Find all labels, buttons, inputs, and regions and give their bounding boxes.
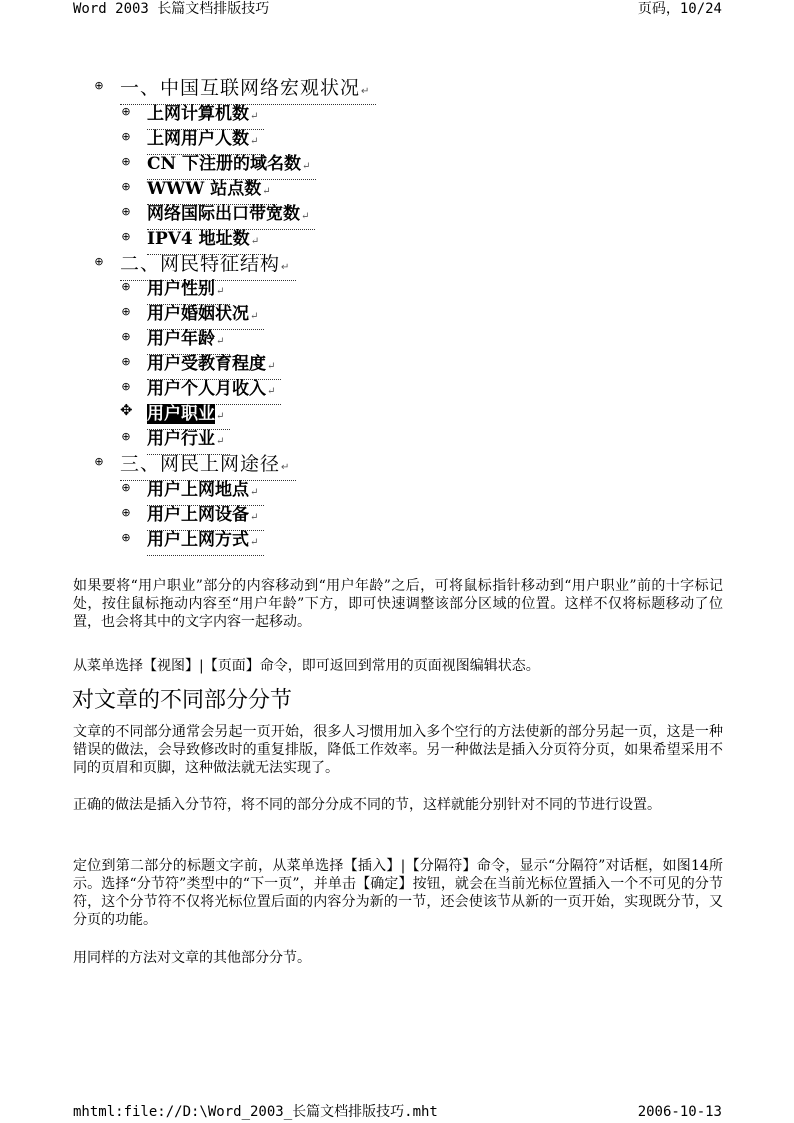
outline-item-text[interactable] xyxy=(147,202,315,230)
document-outline xyxy=(0,76,794,553)
paragraph-mark-icon: ↵ xyxy=(250,110,259,122)
paragraph-mark-icon: ↵ xyxy=(262,185,271,197)
paragraph-mark-icon: ↵ xyxy=(216,336,225,347)
plus-outline-icon[interactable]: ⊕ xyxy=(121,229,131,243)
outline-heading-level2[interactable] xyxy=(0,503,794,528)
outline-item-label: 一、中国互联网络宏观状况 xyxy=(120,77,361,99)
paragraph-mark-icon: ↵ xyxy=(250,486,259,498)
paragraph-mark-icon: ↵ xyxy=(281,462,291,473)
plus-outline-icon[interactable]: ⊕ xyxy=(94,79,104,92)
body-paragraph: 如果要将“用户职业”部分的内容移动到“用户年龄”之后，可将鼠标指针移动到“用户职业”前的十字标记处，按住鼠标拖动内容至“用户年龄”下方，即可快速调整该部分区域的位置。这样不仅将标题移动了位置，也会将其中的文字内容一起移动。 xyxy=(73,578,723,630)
body-paragraph: 用同样的方法对文章的其他部分分节。 xyxy=(73,950,311,966)
paragraph-mark-icon: ↵ xyxy=(301,210,310,222)
plus-outline-icon[interactable]: ⊕ xyxy=(121,305,131,318)
outline-heading-level2[interactable] xyxy=(0,377,794,402)
outline-item-text[interactable] xyxy=(147,503,264,531)
paragraph-mark-icon: ↵ xyxy=(250,511,259,523)
outline-item-label: 用户上网地点 xyxy=(147,479,249,500)
outline-heading-level2[interactable] xyxy=(0,528,794,553)
page-header-title: Word 2003 长篇文档排版技巧 xyxy=(73,1,270,17)
outline-item-label: 上网用户人数 xyxy=(147,128,249,149)
paragraph-mark-icon: ↵ xyxy=(216,286,225,297)
outline-item-label: 用户上网方式 xyxy=(147,529,249,550)
outline-item-label: 用户受教育程度 xyxy=(147,354,266,374)
outline-heading-level2[interactable] xyxy=(0,202,794,227)
outline-item-text[interactable] xyxy=(147,352,281,380)
outline-heading-level2[interactable] xyxy=(0,177,794,202)
paragraph-mark-icon: ↵ xyxy=(216,436,225,447)
outline-item-label: 用户个人月收入 xyxy=(147,379,266,399)
outline-item-label: 用户行业 xyxy=(147,429,215,449)
page-footer-path: mhtml:file://D:\Word_2003_长篇文档排版技巧.mht xyxy=(73,1104,438,1120)
outline-item-text[interactable] xyxy=(147,528,264,556)
outline-item-label: IPV4 地址数 xyxy=(147,228,250,249)
outline-heading-level2[interactable] xyxy=(0,352,794,377)
outline-item-text[interactable] xyxy=(147,277,230,305)
paragraph-mark-icon: ↵ xyxy=(216,411,225,422)
outline-heading-level2[interactable] xyxy=(0,277,794,302)
outline-item-text[interactable] xyxy=(147,227,265,255)
plus-outline-icon[interactable]: ⊕ xyxy=(121,330,131,343)
outline-heading-level2[interactable] xyxy=(0,427,794,452)
body-paragraph: 正确的做法是插入分节符，将不同的部分分成不同的节，这样就能分别针对不同的节进行设置。 xyxy=(73,797,661,813)
plus-outline-icon[interactable]: ⊕ xyxy=(94,455,104,468)
outline-item-label: 上网计算机数 xyxy=(147,103,249,124)
paragraph-mark-icon: ↵ xyxy=(267,361,276,372)
plus-outline-icon[interactable]: ⊕ xyxy=(121,380,131,393)
page-footer-date: 2006-10-13 xyxy=(637,1104,722,1120)
plus-outline-icon[interactable]: ⊕ xyxy=(121,430,131,443)
plus-outline-icon[interactable]: ⊕ xyxy=(121,355,131,368)
paragraph-mark-icon: ↵ xyxy=(302,160,311,172)
outline-item-label: 用户年龄 xyxy=(147,329,215,349)
outline-item-label: 网络国际出口带宽数 xyxy=(147,203,300,224)
outline-item-label: 用户职业 xyxy=(147,404,215,424)
outline-heading-level2[interactable] xyxy=(0,402,794,427)
outline-item-label: CN 下注册的域名数 xyxy=(147,153,301,174)
outline-item-text[interactable] xyxy=(147,402,230,430)
page-header-page-number: 页码，10/24 xyxy=(637,1,722,17)
plus-outline-icon[interactable]: ⊕ xyxy=(121,154,131,168)
paragraph-mark-icon: ↵ xyxy=(267,386,276,397)
outline-item-label: 用户婚姻状况 xyxy=(147,304,249,324)
outline-heading-level2[interactable] xyxy=(0,152,794,177)
paragraph-mark-icon: ↵ xyxy=(250,536,259,548)
plus-outline-icon[interactable]: ⊕ xyxy=(121,505,131,519)
body-paragraph: 从菜单选择【视图】|【页面】命令，即可返回到常用的页面视图编辑状态。 xyxy=(73,658,540,674)
plus-outline-icon[interactable]: ⊕ xyxy=(121,129,131,143)
plus-outline-icon[interactable]: ⊕ xyxy=(121,280,131,293)
outline-item-text[interactable] xyxy=(147,478,264,506)
outline-heading-level2[interactable] xyxy=(0,127,794,152)
outline-item-label: 三、网民上网途径 xyxy=(120,453,281,475)
outline-heading-level1[interactable] xyxy=(0,452,794,478)
body-paragraph: 定位到第二部分的标题文字前，从菜单选择【插入】|【分隔符】命令，显示“分隔符”对话框，如图14所示。选择“分节符”类型中的“下一页”，并单击【确定】按钮，就会在当前光标位置插入一个不可见的分节符，这个分节符不仅将光标位置后面的内容分为新的一节，还会使该节从新的一页开始，实现既分节，又分页的功能。 xyxy=(73,858,723,928)
outline-item-label: 二、网民特征结构 xyxy=(120,252,281,275)
outline-item-text[interactable] xyxy=(147,152,316,180)
outline-item-text[interactable] xyxy=(147,302,264,330)
plus-outline-icon[interactable]: ⊕ xyxy=(121,530,131,544)
plus-outline-icon[interactable]: ⊕ xyxy=(121,104,131,118)
outline-heading-level2[interactable] xyxy=(0,302,794,327)
outline-item-label: 用户性别 xyxy=(147,279,215,299)
outline-item-text[interactable] xyxy=(147,327,230,355)
plus-outline-icon[interactable]: ⊕ xyxy=(121,179,131,193)
plus-outline-icon[interactable]: ⊕ xyxy=(121,204,131,218)
outline-heading-level1[interactable] xyxy=(0,76,794,102)
outline-item-text[interactable] xyxy=(147,102,264,130)
paragraph-mark-icon: ↵ xyxy=(361,86,371,97)
outline-item-text[interactable] xyxy=(147,377,281,405)
plus-outline-icon[interactable]: ⊕ xyxy=(94,254,104,268)
outline-item-label: 用户上网设备 xyxy=(147,504,249,525)
paragraph-mark-icon: ↵ xyxy=(281,261,291,273)
body-paragraph: 文章的不同部分通常会另起一页开始，很多人习惯用加入多个空行的方法使新的部分另起一页，这是一种错误的做法，会导致修改时的重复排版，降低工作效率。另一种做法是插入分页符分页，如果希望采用不同的页眉和页脚，这种做法就无法实现了。 xyxy=(73,724,723,776)
section-heading: 对文章的不同部分分节 xyxy=(72,688,293,713)
outline-item-text[interactable] xyxy=(147,177,277,205)
outline-item-label: WWW 站点数 xyxy=(147,178,262,199)
outline-heading-level2[interactable] xyxy=(0,227,794,252)
outline-heading-level1[interactable] xyxy=(0,252,794,278)
outline-heading-level2[interactable] xyxy=(0,478,794,503)
outline-item-text[interactable] xyxy=(147,127,264,155)
plus-outline-icon[interactable]: ⊕ xyxy=(121,480,131,494)
outline-item-text[interactable] xyxy=(147,427,230,455)
paragraph-mark-icon: ↵ xyxy=(250,311,259,322)
paragraph-mark-icon: ↵ xyxy=(250,235,260,247)
outline-heading-level2[interactable] xyxy=(0,327,794,352)
paragraph-mark-icon: ↵ xyxy=(250,135,259,147)
outline-heading-level2[interactable] xyxy=(0,102,794,127)
move-cross-icon[interactable]: ✥ xyxy=(120,401,133,419)
